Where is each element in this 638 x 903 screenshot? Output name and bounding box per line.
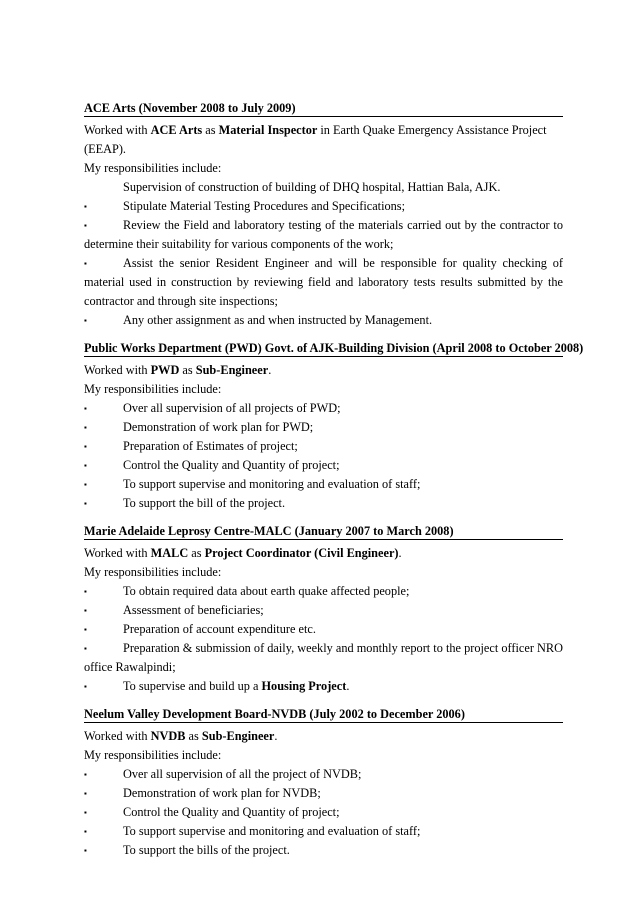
square-bullet-icon: ▪ <box>84 682 87 691</box>
square-bullet-icon: ▪ <box>84 480 87 489</box>
square-bullet-icon: ▪ <box>84 316 87 325</box>
responsibility-item <box>84 197 563 216</box>
responsibility-bold: Housing Project <box>261 679 347 693</box>
responsibility-text: To support supervise and monitoring and evaluation of staff; <box>123 477 421 491</box>
square-bullet-icon: ▪ <box>84 587 87 596</box>
experience-section <box>84 523 563 696</box>
square-bullet-icon: ▪ <box>84 808 87 817</box>
square-bullet-icon: ▪ <box>84 789 87 798</box>
square-bullet-icon: ▪ <box>84 202 87 211</box>
responsibility-item <box>84 418 563 437</box>
responsibility-text: Stipulate Material Testing Procedures and Specifications; <box>123 199 406 213</box>
worked-as: as <box>188 546 205 560</box>
square-bullet-icon: ▪ <box>84 221 87 230</box>
job-role: Sub-Engineer <box>201 729 275 743</box>
section-heading: Public Works Department (PWD) Govt. of AJK-Building Division (April 2008 to October 2008) <box>84 341 584 355</box>
square-bullet-icon: ▪ <box>84 442 87 451</box>
responsibility-text: Preparation of account expenditure etc. <box>123 622 316 636</box>
job-role: Project Coordinator (Civil Engineer) <box>204 546 399 560</box>
responsibility-item <box>84 456 563 475</box>
responsibilities-label: My responsibilities include: <box>84 565 222 579</box>
responsibility-item <box>84 178 563 197</box>
responsibility-item <box>84 765 563 784</box>
organization-name: NVDB <box>150 729 186 743</box>
responsibility-text: To support the bills of the project. <box>123 843 290 857</box>
responsibility-text: To support supervise and monitoring and evaluation of staff; <box>123 824 421 838</box>
worked-prefix: Worked with <box>84 546 151 560</box>
responsibility-text: To obtain required data about earth quake affected people; <box>123 584 410 598</box>
responsibility-item <box>84 582 563 601</box>
responsibility-text: Over all supervision of all the project of NVDB; <box>123 767 362 781</box>
responsibility-item <box>84 601 563 620</box>
responsibility-item <box>84 475 563 494</box>
worked-suffix: . <box>274 729 278 743</box>
responsibility-tail: . <box>346 679 350 693</box>
square-bullet-icon: ▪ <box>84 606 87 615</box>
square-bullet-icon: ▪ <box>84 827 87 836</box>
worked-with-line <box>84 727 563 746</box>
worked-with-line <box>84 544 563 563</box>
responsibility-item <box>84 784 563 803</box>
organization-name: MALC <box>150 546 189 560</box>
responsibilities-label: My responsibilities include: <box>84 748 222 762</box>
responsibility-text: Preparation of Estimates of project; <box>123 439 298 453</box>
worked-prefix: Worked with <box>84 123 151 137</box>
square-bullet-icon: ▪ <box>84 423 87 432</box>
responsibility-text: Control the Quality and Quantity of project; <box>123 805 340 819</box>
worked-as: as <box>185 729 202 743</box>
worked-with-line <box>84 361 563 380</box>
responsibility-text: Control the Quality and Quantity of project; <box>123 458 340 472</box>
responsibility-text: Demonstration of work plan for NVDB; <box>123 786 321 800</box>
square-bullet-icon: ▪ <box>84 625 87 634</box>
square-bullet-icon: ▪ <box>84 770 87 779</box>
section-heading: ACE Arts (November 2008 to July 2009) <box>84 100 563 117</box>
responsibility-text: Demonstration of work plan for PWD; <box>123 420 314 434</box>
responsibility-item <box>84 437 563 456</box>
responsibility-text: Assist the senior Resident Engineer and will be responsible for quality checking of material used in construction by reviewing field and laboratory tests results submitted by the contractor and through site inspections; <box>84 256 563 308</box>
organization-name: ACE Arts <box>150 123 203 137</box>
experience-section <box>84 706 563 860</box>
responsibilities-label: My responsibilities include: <box>84 161 222 175</box>
worked-suffix: . <box>398 546 402 560</box>
job-role: Sub-Engineer <box>195 363 269 377</box>
section-heading: Marie Adelaide Leprosy Centre-MALC (January 2007 to March 2008) <box>84 523 563 540</box>
responsibility-item <box>84 254 563 311</box>
section-heading: Neelum Valley Development Board-NVDB (July 2002 to December 2006) <box>84 706 563 723</box>
responsibility-text: Review the Field and laboratory testing of the materials carried out by the contractor to determine their suitability for various components of the work; <box>84 218 563 251</box>
experience-section <box>84 100 563 330</box>
responsibility-text: Over all supervision of all projects of PWD; <box>123 401 341 415</box>
responsibility-item <box>84 803 563 822</box>
responsibility-text: Assessment of beneficiaries; <box>123 603 264 617</box>
square-bullet-icon: ▪ <box>84 461 87 470</box>
responsibilities-label: My responsibilities include: <box>84 382 222 396</box>
responsibility-item <box>84 311 563 330</box>
responsibility-item <box>84 216 563 254</box>
worked-as: as <box>179 363 196 377</box>
organization-name: PWD <box>150 363 180 377</box>
worked-prefix: Worked with <box>84 729 151 743</box>
responsibility-item <box>84 620 563 639</box>
square-bullet-icon: ▪ <box>84 259 87 268</box>
square-bullet-icon: ▪ <box>84 404 87 413</box>
worked-with-line <box>84 121 563 159</box>
responsibility-text: To support the bill of the project. <box>123 496 286 510</box>
responsibility-item <box>84 399 563 418</box>
responsibility-item <box>84 841 563 860</box>
worked-as: as <box>202 123 219 137</box>
square-bullet-icon: ▪ <box>84 499 87 508</box>
worked-suffix: . <box>268 363 272 377</box>
experience-section <box>84 340 584 513</box>
square-bullet-icon: ▪ <box>84 644 87 653</box>
responsibility-text: Preparation & submission of daily, weekly and monthly report to the project officer NRO office Rawalpindi; <box>84 641 563 674</box>
responsibility-item <box>84 639 563 677</box>
responsibility-text: To supervise and build up a <box>123 679 262 693</box>
responsibility-text: Supervision of construction of building of DHQ hospital, Hattian Bala, AJK. <box>123 180 501 194</box>
job-role: Material Inspector <box>218 123 318 137</box>
square-bullet-icon: ▪ <box>84 846 87 855</box>
responsibility-item <box>84 677 563 696</box>
document-page <box>84 100 584 870</box>
responsibility-item <box>84 822 563 841</box>
worked-suffix: in Earth Quake Emergency Assistance Project (EEAP). <box>84 123 547 156</box>
responsibility-item <box>84 494 563 513</box>
worked-prefix: Worked with <box>84 363 151 377</box>
responsibility-text: Any other assignment as and when instructed by Management. <box>123 313 433 327</box>
